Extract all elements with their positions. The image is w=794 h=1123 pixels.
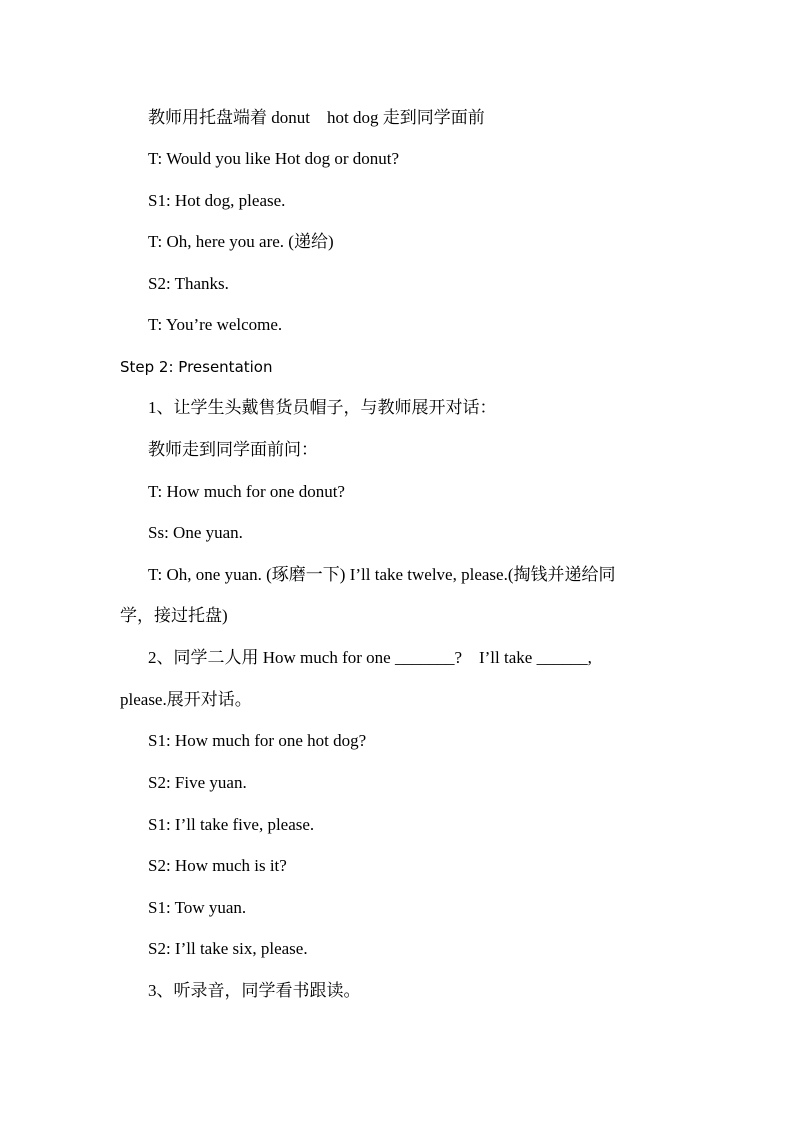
warmup-instruction: 教师用托盘端着 donut hot dog 走到同学面前: [148, 108, 485, 127]
dialogue-line-continuation: 学，接过托盘): [120, 606, 228, 625]
dialogue-line: S2: Thanks.: [148, 274, 229, 293]
activity-instruction: 3、听录音，同学看书跟读。: [148, 981, 361, 1000]
dialogue-line: Ss: One yuan.: [148, 523, 243, 542]
activity-instruction: 2、同学二人用 How much for one _______? I’ll take ______,: [148, 648, 592, 667]
dialogue-line: T: How much for one donut?: [148, 482, 345, 501]
dialogue-line: S1: Hot dog, please.: [148, 191, 286, 210]
dialogue-line: T: You’re welcome.: [148, 315, 283, 334]
dialogue-line: S2: Five yuan.: [148, 773, 247, 792]
dialogue-line: S1: How much for one hot dog?: [148, 731, 367, 750]
dialogue-line: T: Would you like Hot dog or donut?: [148, 149, 400, 168]
activity-instruction: 1、让学生头戴售货员帽子，与教师展开对话：: [148, 398, 497, 417]
dialogue-line: S2: I’ll take six, please.: [148, 939, 308, 958]
dialogue-line: T: Oh, one yuan. (琢磨一下) I’ll take twelve, please.(掏钱并递给同: [148, 565, 616, 584]
activity-instruction-continuation: please.展开对话。: [120, 690, 252, 709]
dialogue-line: S1: I’ll take five, please.: [148, 815, 315, 834]
dialogue-line: S2: How much is it?: [148, 856, 287, 875]
step-heading: Step 2: Presentation: [120, 358, 273, 376]
dialogue-line: T: Oh, here you are. (递给): [148, 232, 334, 251]
activity-instruction: 教师走到同学面前问：: [148, 440, 318, 459]
dialogue-line: S1: Tow yuan.: [148, 898, 247, 917]
